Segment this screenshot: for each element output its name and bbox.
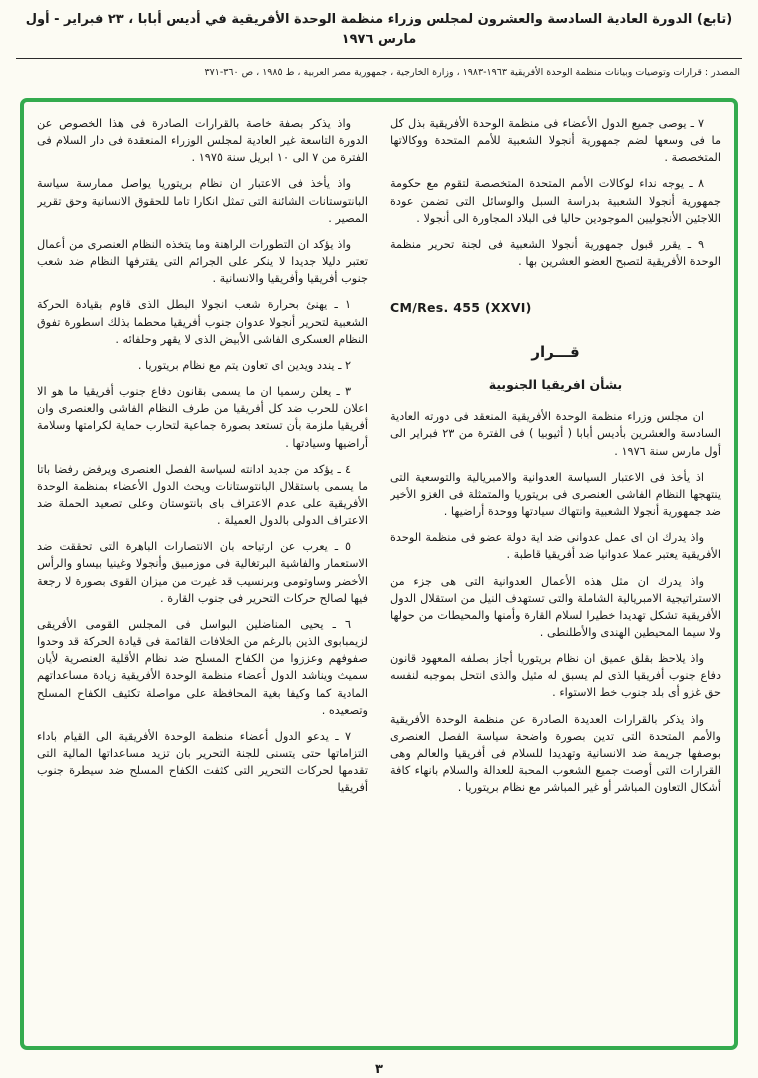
paragraph-item-8: ٨ ـ يوجه نداء لوكالات الأمم المتحدة المتخصصة لتقوم مع حكومة جمهورية أنجولا الشعبية بدراسة السبل والوسائل التى تضمن عودة اللاجئين الأنجوليين الموجودين حاليا فى البلاد المجاورة الى أنجولا . [390, 177, 721, 225]
operative-item-3: ٣ ـ يعلن رسميا ان ما يسمى بقانون دفاع جنوب أفريقيا ما هو الا اعلان للحرب ضد كل أفريقيا من طرف النظام الفاشى والعنصرى وان أفريقيا ملزمة بأن تستعد بصورة جماعية لتحارب حماية لكرامتها وسلامة أراضيها وسيادتها . [37, 385, 368, 450]
resolution-preamble-4: واذ يدرك ان مثل هذه الأعمال العدوانية التى هى جزء من الاستراتيجية الامبريالية الشاملة والتى تستهدف النيل من استقلال الدول الأفريقية تشكل تهديدا خطيرا لسلام القارة وأمنها والمحيطات من حولها ولا سيما المحيطين الهندى والأطلنطى . [390, 574, 721, 639]
operative-item-7: ٧ ـ يدعو الدول أعضاء منظمة الوحدة الأفريقية الى القيام باداء التزاماتها حتى يتسنى للجنة التحرير بان تزيد مساعداتها المالية التى تقدمها لحركات التحرير التى كثفت الكفاح المسلح ضد سيطرة جنوب أفريقيا [37, 729, 368, 795]
operative-item-5: ٥ ـ يعرب عن ارتياحه بان الانتصارات الباهرة التى تحققت ضد الاستعمار والفاشية البرتغالية فى موزمبيق وأنجولا وغينيا بيساو والرأس الأخضر وساوتومى وبرنسيب قد غيرت من ميزان القوى بصورة لا رجعة فيها لصالح حركات التحرير فى جنوب القارة . [37, 540, 368, 605]
paragraph-item-9: ٩ ـ يقرر قبول جمهورية أنجولا الشعبية فى لجنة تحرير منظمة الوحدة الأفريقية لتصبح العضو العشرين بها . [390, 237, 721, 269]
column-left [37, 115, 368, 1033]
resolution-preamble-1: ان مجلس وزراء منظمة الوحدة الأفريقية المنعقد فى دورته العادية السادسة والعشرين بأديس أبابا ( أثيوبيا ) فى الفترة من ٢٣ فبراير الى أول مارس سنة ١٩٧٦ . [390, 410, 721, 458]
page-number: ٣ [375, 1062, 383, 1077]
column-right [390, 115, 721, 1033]
resolution-subtitle: بشأن افريقيا الجنوبية [488, 377, 623, 393]
session-title: (تابع) الدورة العادية السادسة والعشرون لمجلس وزراء منظمة الوحدة الأفريقية في أديس أبابا ، ٢٣ فبراير - أول مارس ١٩٧٦ [16, 10, 742, 59]
preamble-bantustans: واذ يأخذ فى الاعتبار ان نظام بريتوريا يواصل ممارسة سياسة البانتوستانات الشائنة التى تمثل انكارا تاما للحقوق الانسانية وحق تقرير المصير . [37, 177, 368, 225]
paragraph-item-7: ٧ ـ يوصى جميع الدول الأعضاء فى منظمة الوحدة الأفريقية بذل كل ما فى وسعها لضم جمهورية أنجولا الشعبية للأمم المتحدة ووكالاتها المتخصصة . [390, 117, 721, 165]
preamble-recall-special: واذ يذكر بصفة خاصة بالقرارات الصادرة فى هذا الخصوص عن الدورة التاسعة غير العادية لمجلس الوزراء المنعقدة فى دار السلام فى الفترة من ٧ الى ١٠ ابريل سنة ١٩٧٥ . [37, 117, 368, 165]
page-header [0, 0, 758, 80]
source-citation: المصدر : قرارات وتوصيات وبيانات منظمة الوحدة الأفريقية ١٩٦٣-١٩٨٣ ، وزارة الخارجية ، جمهورية مصر العربية ، ط ١٩٨٥ ، ص ٣٦٠-٣٧١ [204, 67, 740, 78]
operative-item-6: ٦ ـ يحيى المناضلين البواسل فى المجلس القومى الأفريقى لزيمبابوى الذين بالرغم من الخلافات القائمة فى قيادة الحركة قد وحدوا صفوفهم وعززوا من الكفاح المسلح ضد نظام الأقلية العنصرية لأيان سميث ويناشد الدول أعضاء منظمة الوحدة الأفريقية زيادة مساعداتهم المادية كما وكيفا بغية المحافظة على مواصلة تكثيف الكفاح المسلح وتصعيده . [37, 617, 368, 717]
resolution-title: قـــرار [531, 343, 580, 362]
resolution-preamble-3: واذ يدرك ان اى عمل عدوانى ضد اية دولة عضو فى منظمة الوحدة الأفريقية يعتبر عملا عدوانيا ضد أفريقيا قاطبة . [390, 531, 721, 562]
operative-item-4: ٤ ـ يؤكد من جديد ادانته لسياسة الفصل العنصرى ويرفض رفضا باتا ما يسمى باستقلال البانتوستانات ويحث الدول الأعضاء بمنظمة الوحدة الأفريقية على عدم الاعتراف باى بانتوستان وعلى تصعيد الحملة ضد الاعتراف الدولى بالدول العميلة . [37, 462, 368, 528]
resolution-preamble-6: واذ يذكر بالقرارات العديدة الصادرة عن منظمة الوحدة الأفريقية والأمم المتحدة التى تدين بصورة واضحة سياسة الفصل العنصرى بوصفها جريمة ضد الانسانية وتهديدا للسلام فى أفريقيا والعالم وهى القرارات التى أوصت جميع الشعوب المحبة للعدالة والسلام بانهاء كافة أشكال التعاون المباشر أو غير المباشر مع نظام بريتوريا . [390, 712, 721, 795]
operative-item-2: ٢ ـ يندد ويدين اى تعاون يتم مع نظام بريتوريا . [137, 358, 352, 372]
resolution-preamble-2: اذ يأخذ فى الاعتبار السياسة العدوانية والامبريالية والتوسعية التى ينتهجها النظام الفاشى العنصرى فى بريتوريا والمتمثلة فى الغزو الأخير ضد جمهورية أنجولا الشعبية وانتهاك سيادتها ووحدة أراضيها . [390, 470, 721, 519]
preamble-developments: واذ يؤكد ان التطورات الراهنة وما يتخذه النظام العنصرى من أعمال تعتبر دليلا جديدا لا ينكر على الجرائم التى يقترفها النظام ضد شعب جنوب أفريقيا وأفريقيا والانسانية . [37, 237, 368, 286]
green-framed-document-body [20, 98, 738, 1050]
resolution-reference: CM/Res. 455 (XXVI) [390, 300, 532, 316]
two-column-layout [37, 115, 721, 1033]
operative-item-1: ١ ـ يهنئ بحرارة شعب انجولا البطل الذى قاوم بقيادة الحركة الشعبية لتحرير أنجولا عدوان جنوب أفريقيا محطما بذلك اسطورة تفوق النظام العسكرى الفاشى الأبيض الذى لا يقهر وحلفائه . [37, 298, 368, 346]
resolution-preamble-5: واذ يلاحظ بقلق عميق ان نظام بريتوريا أجاز بصلفه المعهود قانون دفاع جنوب أفريقيا الذى لم يسبق له مثيل والذى انتحل بموجبه لنفسه حق غزو أى بلد جنوب خط الاستواء . [390, 652, 721, 700]
